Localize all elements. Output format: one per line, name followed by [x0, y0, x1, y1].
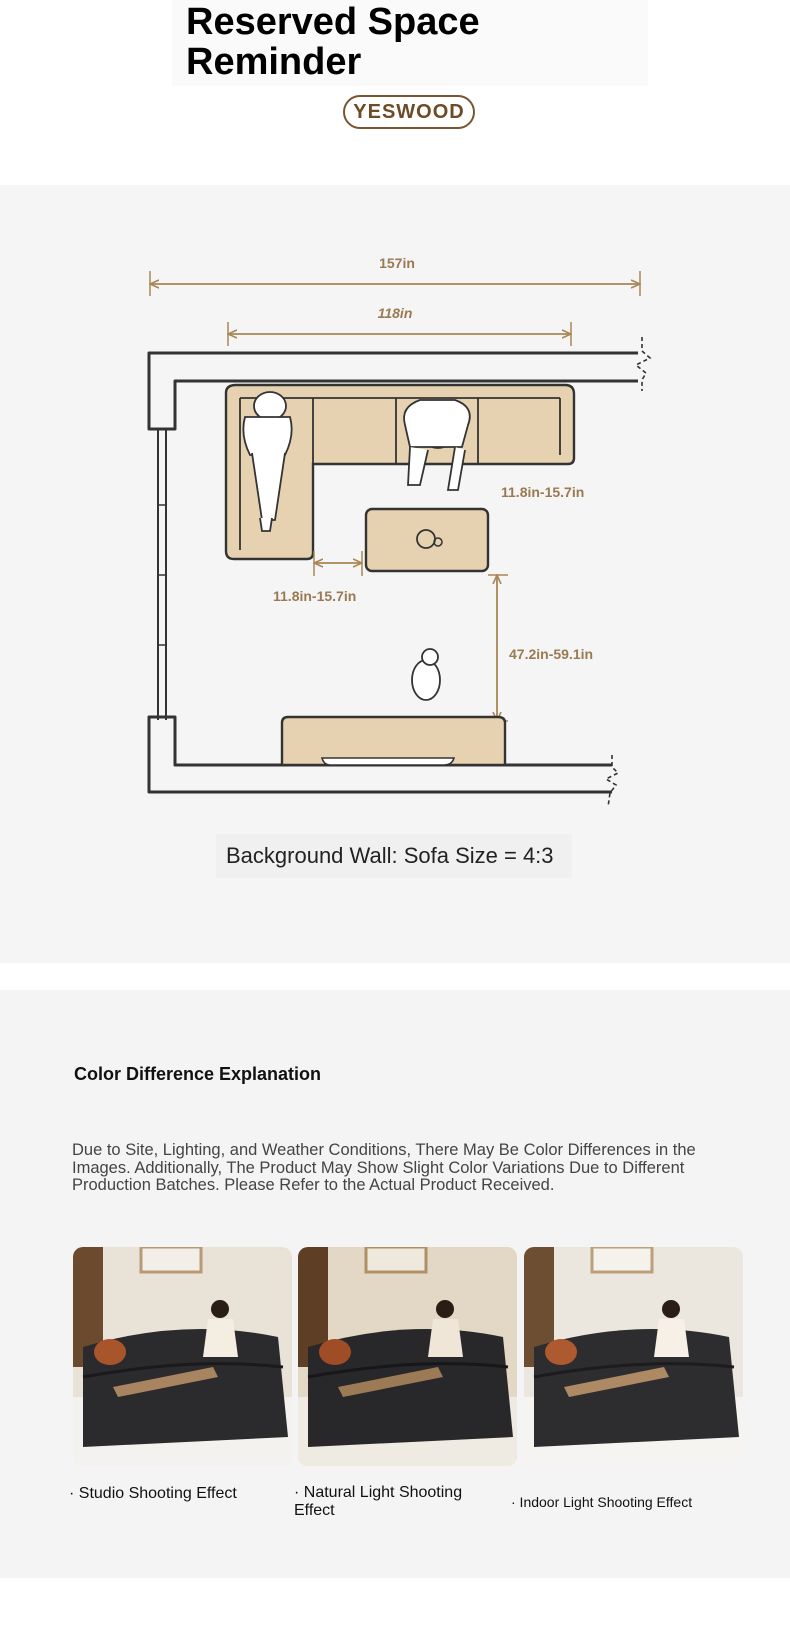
dog-figure: [412, 649, 440, 700]
section-heading: Color Difference Explanation: [74, 1064, 322, 1084]
dimension-label-total: 157in: [379, 255, 415, 271]
product-photo-studio: [73, 1247, 292, 1466]
caption-indoor-light: · Indoor Light Shooting Effect: [511, 1494, 693, 1510]
brand-logo: YESWOOD: [343, 95, 475, 129]
person-figure-middle: [404, 400, 470, 490]
section-description: Due to Site, Lighting, and Weather Conditions, There May Be Color Differences in the Images. Additionally, The Product May Show Slight Color Variations Due to Different Production Batches. Please Refer to the Actual Product Received.: [72, 1141, 696, 1194]
dimension-label-sofa: 118in: [377, 305, 413, 321]
product-photo-indoor-light: [524, 1247, 743, 1466]
coffee-table: [366, 509, 488, 571]
caption-natural-light: · Natural Light Shooting Effect: [294, 1484, 463, 1519]
dimension-label-sofa-table-left: 11.8in-15.7in: [273, 588, 357, 604]
dimension-label-sofa-table-right: 11.8in-15.7in: [501, 484, 585, 500]
dimension-label-table-tv: 47.2in-59.1in: [509, 646, 594, 662]
product-photo-natural-light: [298, 1247, 517, 1466]
page-title: Reserved Space Reminder: [186, 1, 480, 83]
caption-studio: · Studio Shooting Effect: [69, 1485, 237, 1502]
ratio-note: Background Wall: Sofa Size = 4:3: [226, 843, 554, 868]
